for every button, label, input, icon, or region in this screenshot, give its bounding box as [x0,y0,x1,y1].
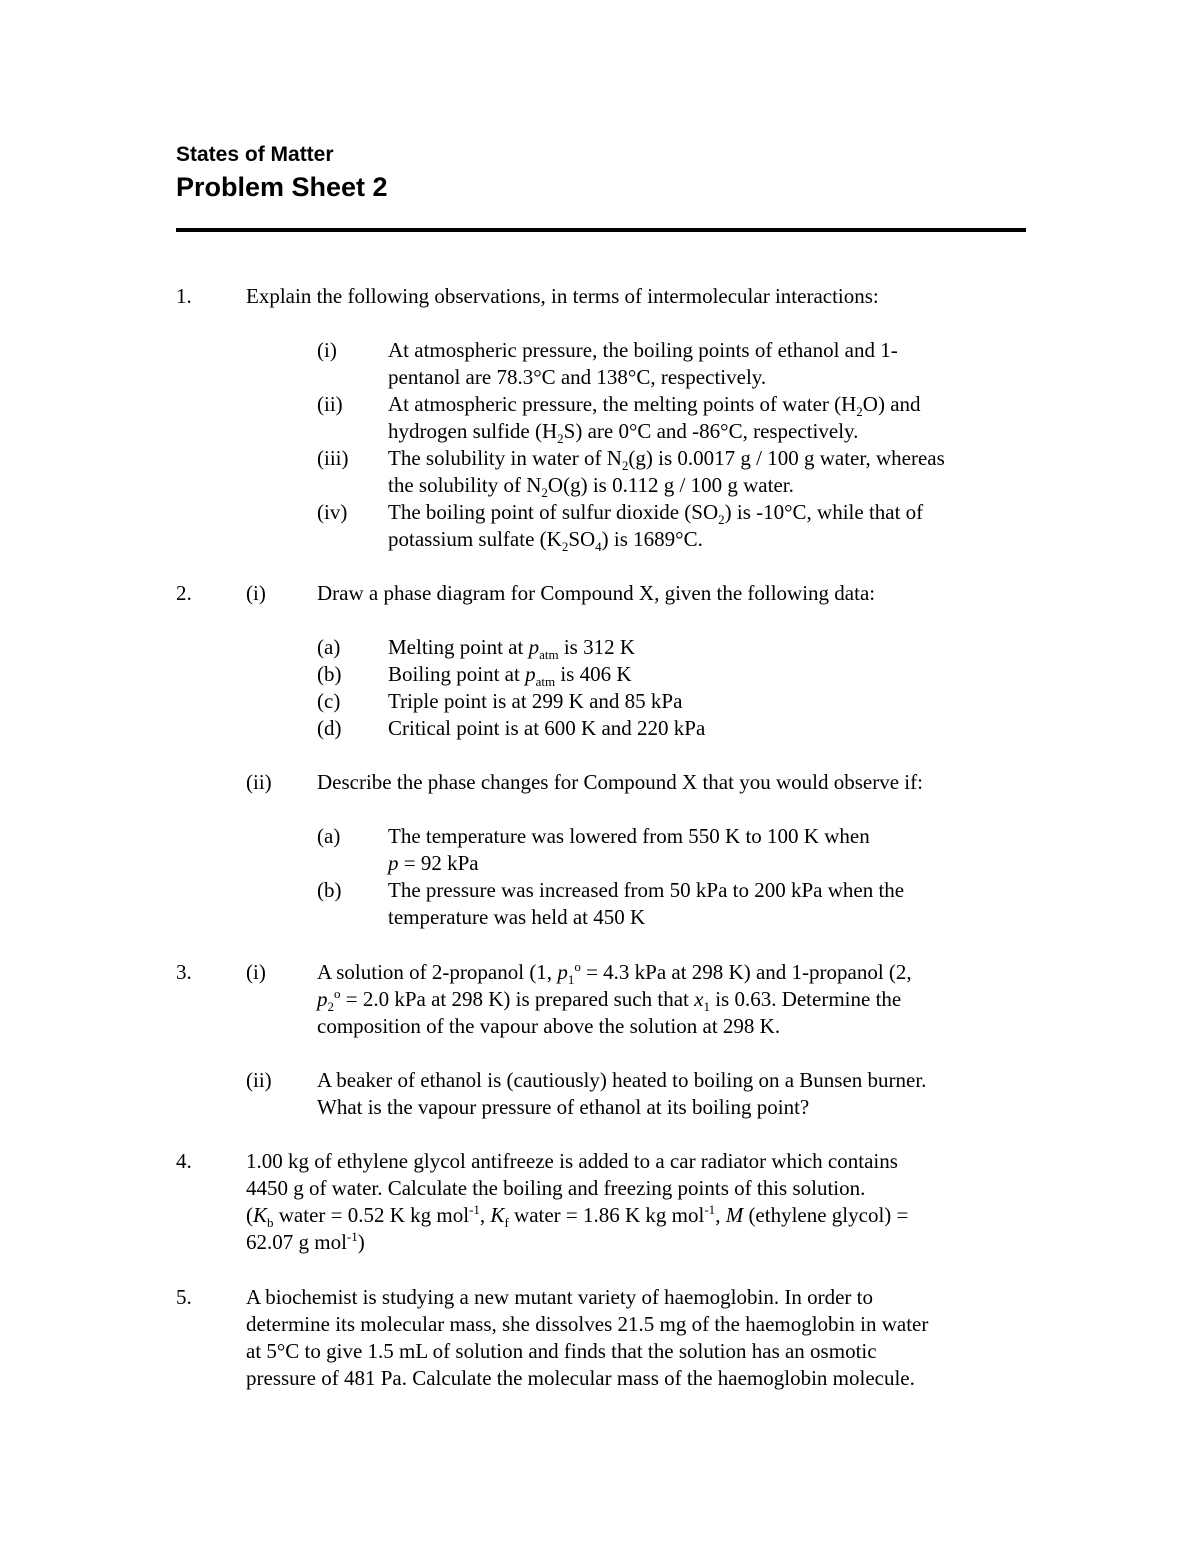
q5-number: 5. [176,1285,192,1309]
q1-number: 1. [176,284,192,308]
q1-iv-line2: potassium sulfate $(K_2SO_4)$ is 1689°C. [388,527,703,555]
q2-ii-b-line1: The pressure was increased from 50 kPa to 200 kPa when the [388,878,905,902]
q2-ii-b-label: (b) [317,878,342,902]
q2-i-a-text: Melting point at $p_{atm}$ is 312 K [388,635,636,663]
q2-i-d-label: (d) [317,716,342,740]
q5-line2: determine its molecular mass, she dissolves 21.5 mg of the haemoglobin in water [246,1312,929,1336]
q2-ii-b-line2: temperature was held at 450 K [388,905,646,929]
q1-iii-label: (iii) [317,446,349,470]
q1-iv-label: (iv) [317,500,348,524]
q2-ii-a-line2: p = 92 kPa [388,851,479,875]
q2-ii-a-label: (a) [317,824,341,848]
q1-iii-line1: The solubility in water of $N_2(g)$ is 0.0017 g / 100 g water, whereas [388,446,945,474]
q1-iii-line2: the solubility of $N_2O(g)$ is 0.112 g / 100 g water. [388,473,794,501]
q2-i-c-label: (c) [317,689,341,713]
q2-i-text: Draw a phase diagram for Compound X, given the following data: [317,581,876,605]
q4-number: 4. [176,1149,192,1173]
q2-i-label: (i) [246,581,266,605]
q5-line1: A biochemist is studying a new mutant variety of haemoglobin. In order to [246,1285,873,1309]
q4-line1: 1.00 kg of ethylene glycol antifreeze is added to a car radiator which contains [246,1149,898,1173]
q2-ii-label: (ii) [246,770,272,794]
subject-heading: States of Matter [176,143,334,166]
q1-i-label: (i) [317,338,337,362]
q3-i-line3: composition of the vapour above the solution at 298 K. [317,1014,781,1038]
q3-ii-line1: A beaker of ethanol is (cautiously) heated to boiling on a Bunsen burner. [317,1068,927,1092]
q3-ii-line2: What is the vapour pressure of ethanol at its boiling point? [317,1095,810,1119]
q2-i-c-text: Triple point is at 299 K and 85 kPa [388,689,683,713]
q2-ii-text: Describe the phase changes for Compound X that you would observe if: [317,770,923,794]
q3-i-line1: A solution of 2-propanol (1, $p_1^o = 4.3$ kPa at 298 K) and 1-propanol (2, [317,959,912,988]
q2-number: 2. [176,581,192,605]
sheet-title: Problem Sheet 2 [176,172,388,202]
q5-line3: at 5°C to give 1.5 mL of solution and finds that the solution has an osmotic [246,1339,877,1363]
document-header [176,142,388,204]
header-rule [176,228,1026,232]
q1-i-line1: At atmospheric pressure, the boiling points of ethanol and 1- [388,338,898,362]
q5-line4: pressure of 481 Pa. Calculate the molecular mass of the haemoglobin molecule. [246,1366,915,1390]
q1-ii-line2: hydrogen sulfide $(H_2S)$ are 0°C and -86°C, respectively. [388,419,859,447]
q1-intro: Explain the following observations, in terms of intermolecular interactions: [246,284,879,308]
q1-iv-line1: The boiling point of sulfur dioxide $(SO_2)$ is -10°C, while that of [388,500,924,528]
q3-i-line2: $p_2^o = 2.0$ kPa at 298 K) is prepared such that $x_1$ is 0.63. Determine the [317,986,902,1015]
q1-i-line2: pentanol are 78.3°C and 138°C, respectively. [388,365,767,389]
q1-ii-line1: At atmospheric pressure, the melting points of water $(H_2O)$ and [388,392,921,420]
q2-i-b-text: Boiling point at $p_{atm}$ is 406 K [388,662,632,690]
q3-number: 3. [176,960,192,984]
q2-i-d-text: Critical point is at 600 K and 220 kPa [388,716,706,740]
q3-ii-label: (ii) [246,1068,272,1092]
q4-line4: 62.07 g mol$^{-1}$) [246,1229,365,1254]
q4-line3: ($K_b$ water = 0.52 K kg mol$^{-1}$, $K_f$ water = 1.86 K kg mol$^{-1}$, M (ethylene glycol) = [246,1202,909,1231]
q2-i-a-label: (a) [317,635,341,659]
q2-i-b-label: (b) [317,662,342,686]
q4-line2: 4450 g of water. Calculate the boiling and freezing points of this solution. [246,1176,866,1200]
q3-i-label: (i) [246,960,266,984]
q1-ii-label: (ii) [317,392,343,416]
q2-ii-a-line1: The temperature was lowered from 550 K to 100 K when [388,824,870,848]
